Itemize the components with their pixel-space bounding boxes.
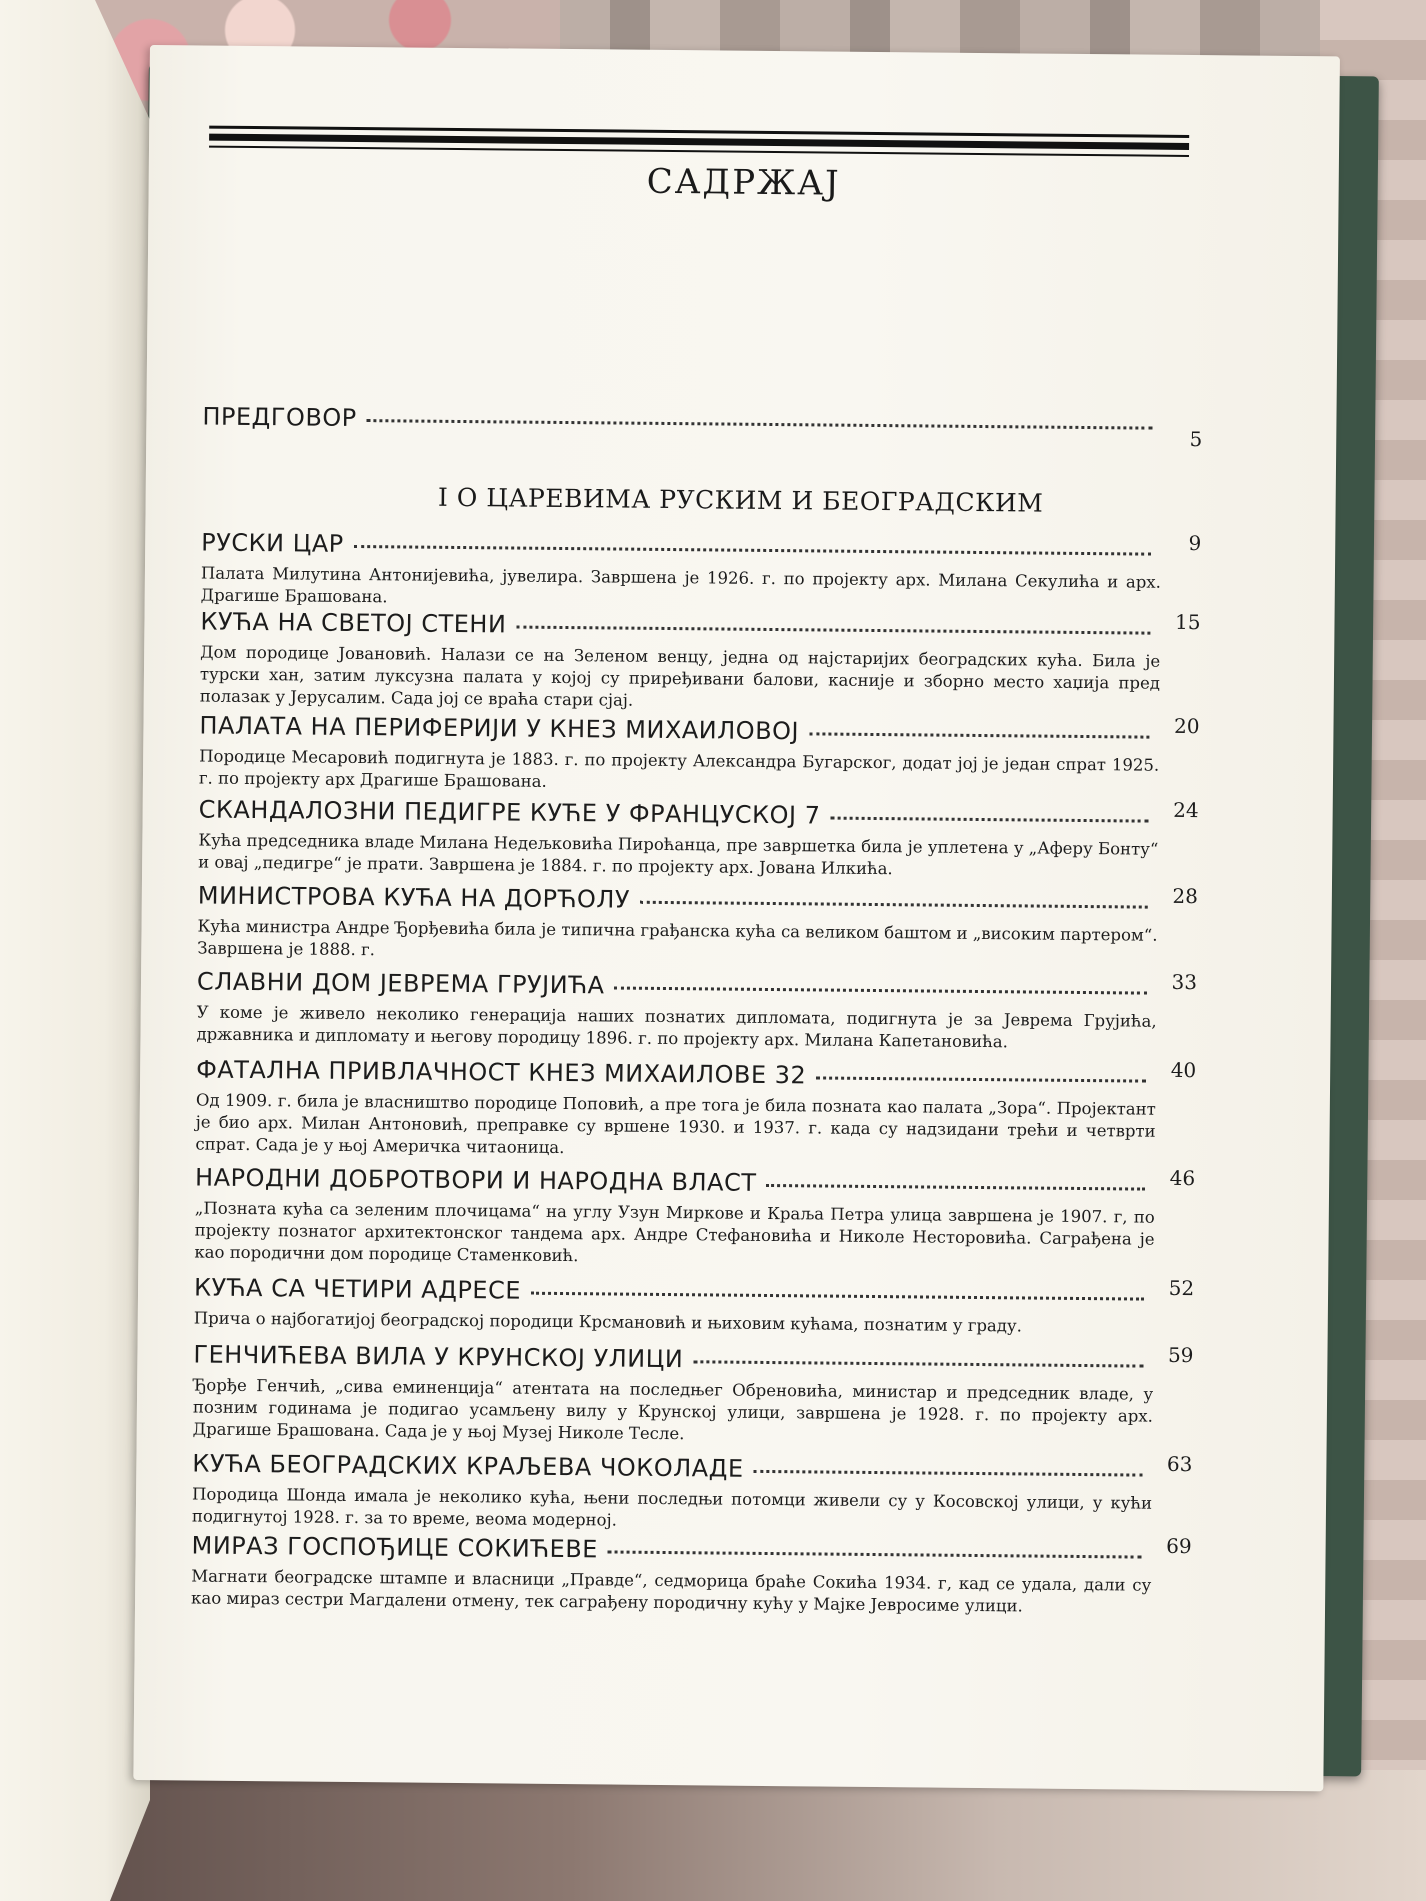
toc-entry-description: Породице Месаровић подигнута је 1883. г. по пројекту Александра Бугарског, додат јој је један спрат 1925. г. по пројекту арх Драгише Брашована. — [198, 746, 1160, 791]
toc-page-number: 15 — [1174, 609, 1201, 635]
toc-page-number: 28 — [1172, 883, 1198, 909]
toc-entry — [194, 1273, 1194, 1339]
toc-entry — [199, 712, 1200, 800]
toc-entry-title: СКАНДАЛОЗНИ ПЕДИГРЕ КУЋЕ У ФРАНЦУСКОЈ 7 — [198, 795, 821, 830]
toc-entry-description: Породица Шонда имала је неколико кућа, њени последњи потомци живели су у Косовској улици, у кући подигнутој 1928. г. за то време, веома модерној. — [191, 1484, 1153, 1530]
toc-entry-title: ПАЛАТА НА ПЕРИФЕРИЈИ У КНЕЗ МИХАИЛОВОЈ — [199, 711, 800, 746]
contents-page — [133, 45, 1340, 1791]
toc-entry-title: КУЋА НА СВЕТОЈ СТЕНИ — [200, 607, 507, 639]
toc-page-number: 52 — [1168, 1275, 1195, 1301]
dot-leader — [367, 419, 1153, 430]
dot-leader — [830, 817, 1148, 823]
toc-entry — [196, 967, 1197, 1055]
toc-entry-title: ПРЕДГОВОР — [202, 402, 357, 433]
toc-page-number: 40 — [1170, 1057, 1197, 1083]
page-title: САДРЖАЈ — [646, 161, 841, 204]
toc-entry-preface — [202, 402, 1203, 452]
toc-entry-description: „Позната кућа са зеленим плочицама“ на углу Узун Миркове и Краља Петра улица завршена је 1907. г, по пројекту познатог архитектонског тандема арх. Андре Стефановића и Николе Несторовића. Саграђена је као породични дом породице Стаменковић. — [194, 1198, 1155, 1266]
toc-page-number: 24 — [1173, 797, 1199, 823]
toc-entry-title: НАРОДНИ ДОБРОТВОРИ И НАРОДНА ВЛАСТ — [194, 1163, 757, 1197]
dot-leader — [766, 1184, 1145, 1191]
toc-entry — [200, 608, 1201, 718]
dot-leader — [354, 545, 1151, 556]
toc-page-number: 46 — [1169, 1165, 1196, 1191]
toc-entry-description: Палата Милутина Антонијевића, јувелира. Завршена је 1926. г. по пројекту арх. Милана Секулића и арх. Драгише Брашована. — [200, 563, 1161, 607]
dot-leader — [754, 1470, 1143, 1477]
toc-page-number: 69 — [1166, 1533, 1192, 1559]
toc-entry-title: МИРАЗ ГОСПОЂИЦЕ СОКИЋЕВЕ — [191, 1531, 599, 1564]
dot-leader — [809, 732, 1149, 738]
dot-leader — [516, 626, 1150, 635]
dot-leader — [608, 1550, 1142, 1558]
toc-entry-description: Магнати београдске штампе и власници „Правде“, седморица браће Сокића 1934. г, кад се удала, дали су као мираз сестри Магдалени отмену, тек саграђену породичну кућу у Мајке Јевросиме улици. — [191, 1566, 1152, 1616]
toc-entry-description: Ђорђе Генчић, „сива еминенција“ атентата на последњег Обреновића, министар и председник владе, у позним годинама је подигао усамљену вилу у Крунској улици, завршена је 1928. г. по пројекту арх. Драгише Брашована. Сада је у њој Музеј Николе Тесле. — [192, 1375, 1154, 1444]
toc-entry-title: КУЋА СА ЧЕТИРИ АДРЕСЕ — [193, 1273, 522, 1305]
toc-entry-title: ГЕНЧИЋЕВА ВИЛА У КРУНСКОЈ УЛИЦИ — [193, 1340, 684, 1374]
toc-entry-description: Кућа председника владе Милана Недељковића Пироћанца, пре завршетка била је уплетена у „Аферу Бонту“ и овај „педигре“ је прати. Завршена је 1884. г. по пројекту арх. Јована Илкића. — [198, 830, 1159, 879]
dot-leader — [614, 987, 1147, 995]
toc-entry — [194, 1163, 1195, 1273]
toc-entry — [192, 1449, 1193, 1537]
toc-entry-title: РУСКИ ЦАР — [201, 528, 344, 558]
toc-entry — [197, 881, 1198, 969]
toc-entry-title: МИНИСТРОВА КУЋА НА ДОРЋОЛУ — [197, 881, 631, 914]
toc-entry-description: У коме је живело неколико генерација наших познатих дипломата, подигнута је за Јеврема Грујића, државника и дипломату и његову породицу 1896. г. по пројекту арх. Милана Капетановића. — [196, 1002, 1157, 1052]
dot-leader — [640, 901, 1148, 909]
toc-page-number: 20 — [1173, 713, 1200, 739]
toc-entry-title: ФАТАЛНА ПРИВЛАЧНОСТ КНЕЗ МИХАИЛОВЕ 32 — [196, 1055, 807, 1090]
dot-leader — [531, 1292, 1144, 1301]
toc-entry-title: КУЋА БЕОГРАДСКИХ КРАЉЕВА ЧОКОЛАДЕ — [192, 1449, 744, 1483]
toc-entry — [198, 796, 1199, 884]
toc-entry — [195, 1055, 1196, 1165]
toc-entry-description: Кућа министра Андре Ђорђевића била је типична грађанска кућа са великом баштом и „високим партером“. Завршена је 1888. г. — [197, 916, 1158, 960]
toc-entry-description: Прича о најбогатијој београдској породици Крсмановић и њиховим кућама, познатим у граду. — [193, 1308, 1023, 1336]
toc-page-number: 63 — [1166, 1451, 1193, 1477]
toc-entry — [191, 1531, 1192, 1619]
toc-entry-description: Дом породице Јовановић. Налази се на Зеленом венцу, једна од најстаријих београдских кућа. Била је турски хан, затим луксузна палата у којој су приређивани балови, касније и зборно место хаџија пред полазак у Јерусалим. Сада јој се враћа стари сјај. — [199, 642, 1161, 710]
toc-entry-title: СЛАВНИ ДОМ ЈЕВРЕМА ГРУЈИЋА — [196, 967, 605, 1000]
toc-entry — [193, 1340, 1194, 1450]
toc-page-number: 59 — [1167, 1342, 1194, 1368]
toc-page-number: 9 — [1188, 530, 1202, 556]
toc-entry-description: Од 1909. г. била је власништво породице Поповић, а пре тога је била позната као палата „Зора“. Пројектант је био арх. Милан Антоновић, преправке су вршене 1930. и 1937. г. када су надзидани трећи и четврти спрат. Сада је у њој Америчка читаоница. — [195, 1090, 1156, 1158]
dot-leader — [693, 1360, 1143, 1367]
left-page — [0, 0, 150, 1901]
toc-entry — [201, 529, 1202, 617]
dot-leader — [816, 1076, 1146, 1082]
section-heading: I О ЦАРЕВИМА РУСКИМ И БЕОГРАДСКИМ — [437, 482, 1044, 518]
toc-page-number: 33 — [1171, 969, 1198, 995]
toc-page-number: 5 — [1189, 426, 1203, 452]
